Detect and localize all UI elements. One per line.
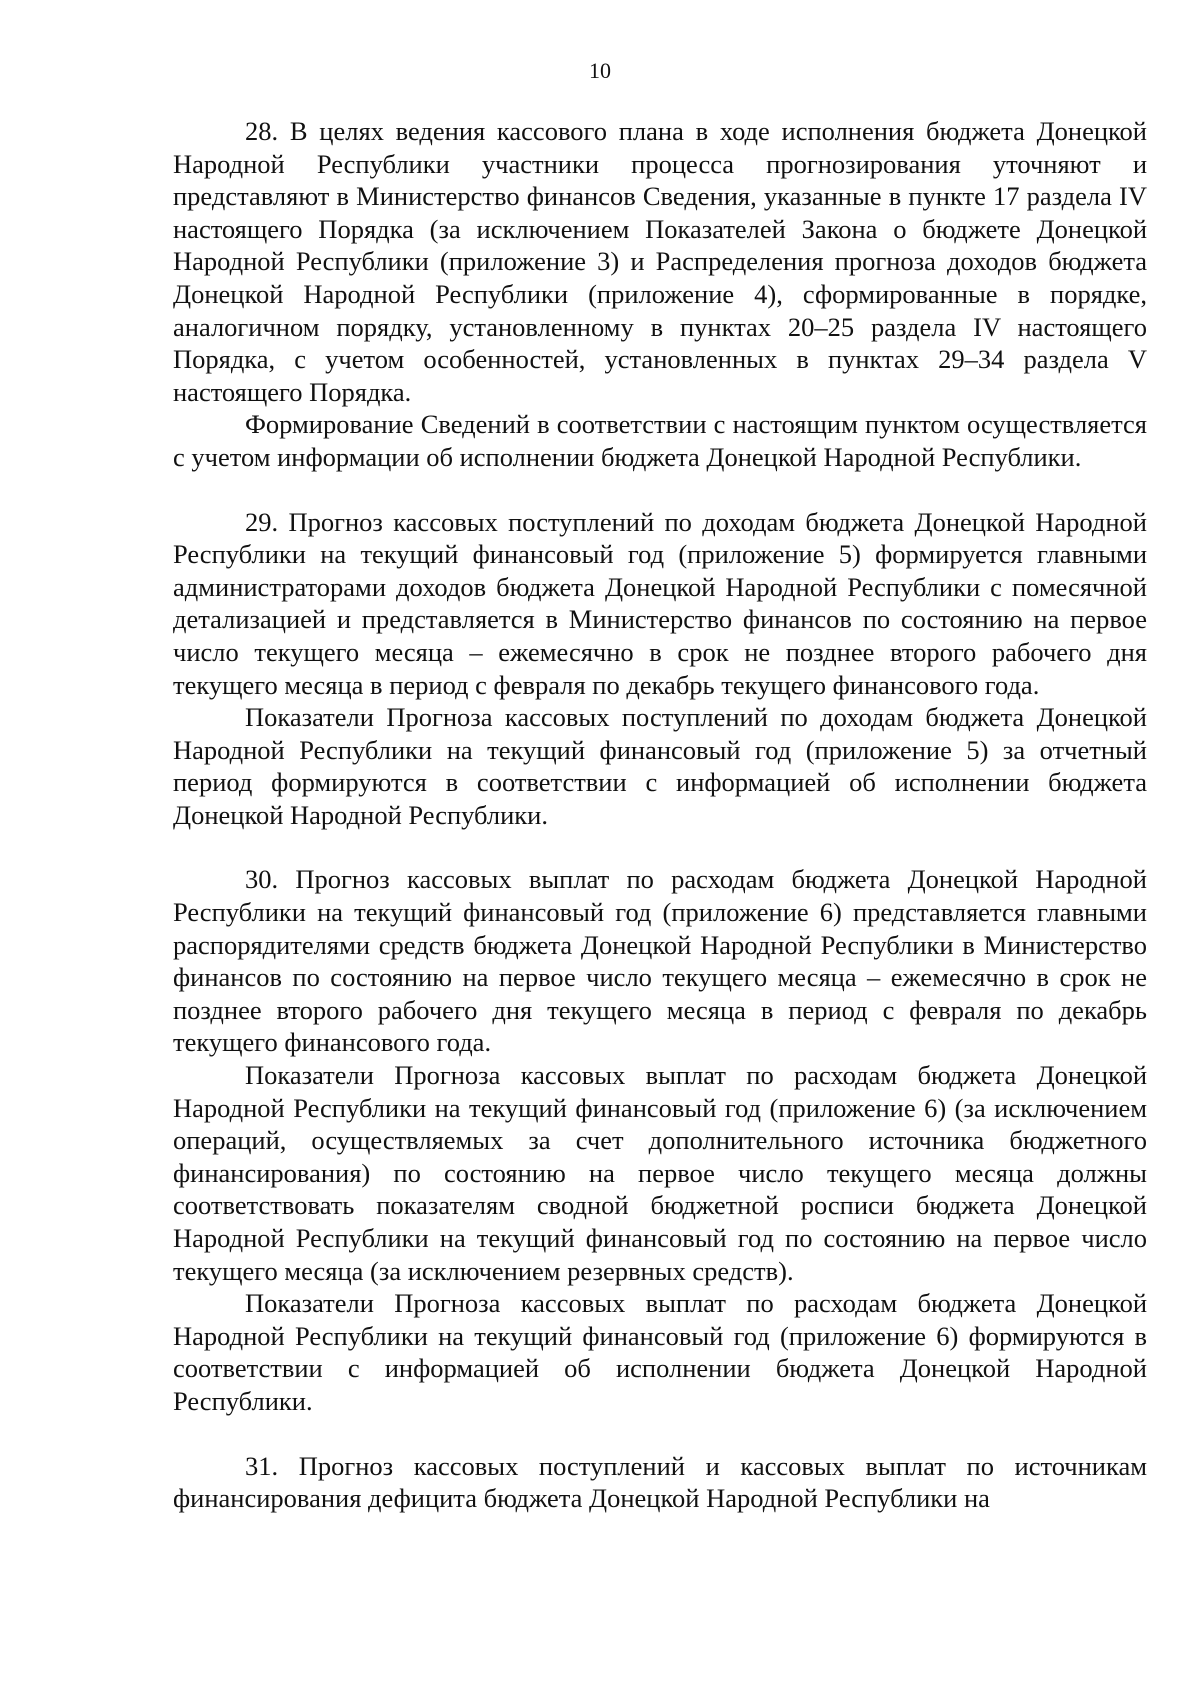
paragraph-30: 30. Прогноз кассовых выплат по расходам бюджета Донецкой Народной Республики на текущий финансовый год (приложение 6) представляется главными распорядителями средств бюджета Донецкой Народной Республики в Министерство финансов по состоянию на первое число текущего месяца – ежемесячно в срок не позднее второго рабочего дня текущего месяца в период с февраля по декабрь текущего финансового года. bbox=[173, 864, 1147, 1058]
paragraph-28: 28. В целях ведения кассового плана в ходе исполнения бюджета Донецкой Народной Республики участники процесса прогнозирования уточняют и представляют в Министерство финансов Сведения, указанные в пункте 17 раздела IV настоящего Порядка (за исключением Показателей Закона о бюджете Донецкой Народной Республики (приложение 3) и Распределения прогноза доходов бюджета Донецкой Народной Республики (приложение 4), сформированные в порядке, аналогичном порядку, установленному в пунктах 20–25 раздела IV настоящего Порядка, с учетом особенностей, установленных в пунктах 29–34 раздела V настоящего Порядка. bbox=[173, 116, 1147, 407]
paragraph-29-continuation: Показатели Прогноза кассовых поступлений по доходам бюджета Донецкой Народной Республики на текущий финансовый год (приложение 5) за отчетный период формируются в соответствии с информацией об исполнении бюджета Донецкой Народной Республики. bbox=[173, 702, 1147, 830]
document-body bbox=[173, 115, 1147, 1515]
section-spacer bbox=[173, 474, 1147, 506]
paragraph-31: 31. Прогноз кассовых поступлений и кассовых выплат по источникам финансирования дефицита бюджета Донецкой Народной Республики на bbox=[173, 1450, 1147, 1514]
paragraph-30-continuation-2: Показатели Прогноза кассовых выплат по расходам бюджета Донецкой Народной Республики на текущий финансовый год (приложение 6) формируются в соответствии с информацией об исполнении бюджета Донецкой Народной Республики. bbox=[173, 1288, 1147, 1416]
paragraph-30-continuation-1: Показатели Прогноза кассовых выплат по расходам бюджета Донецкой Народной Республики на текущий финансовый год (приложение 6) (за исключением операций, осуществляемых за счет дополнительного источника бюджетного финансирования) по состоянию на первое число текущего месяца должны соответствовать показателям сводной бюджетной росписи бюджета Донецкой Народной Республики на текущий финансовый год по состоянию на первое число текущего месяца (за исключением резервных средств). bbox=[173, 1060, 1147, 1286]
paragraph-28-continuation: Формирование Сведений в соответствии с настоящим пунктом осуществляется с учетом информации об исполнении бюджета Донецкой Народной Республики. bbox=[173, 409, 1147, 472]
section-spacer bbox=[173, 1418, 1147, 1450]
page-number: 10 bbox=[589, 58, 611, 83]
section-spacer bbox=[173, 831, 1147, 863]
paragraph-29: 29. Прогноз кассовых поступлений по доходам бюджета Донецкой Народной Республики на текущий финансовый год (приложение 5) формируется главными администраторами доходов бюджета Донецкой Народной Республики с помесячной детализацией и представляется в Министерство финансов по состоянию на первое число текущего месяца – ежемесячно в срок не позднее второго рабочего дня текущего месяца в период с февраля по декабрь текущего финансового года. bbox=[173, 506, 1147, 700]
